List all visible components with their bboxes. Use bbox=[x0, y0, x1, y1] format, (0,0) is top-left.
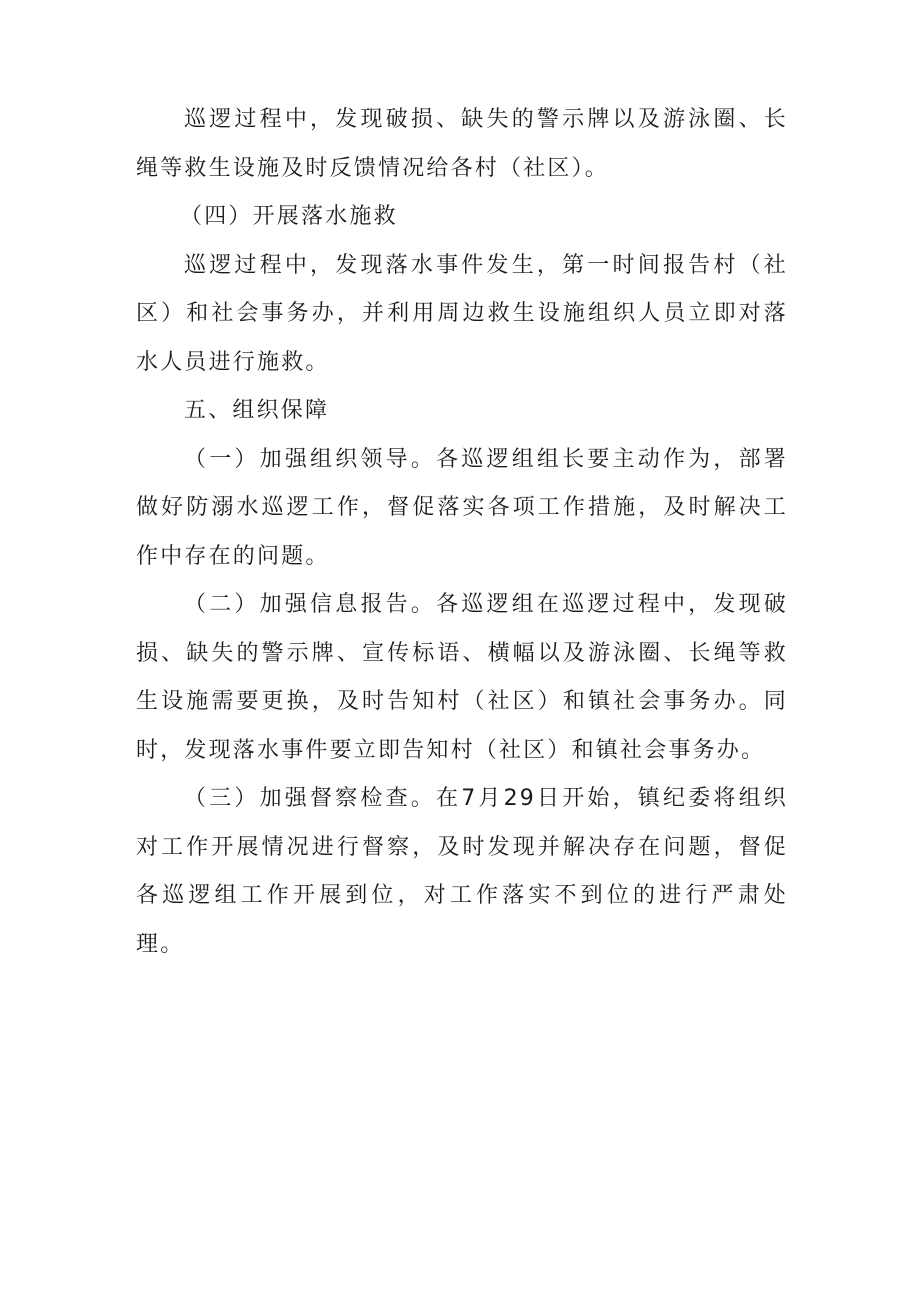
subheading-rescue: （四）开展落水施救 bbox=[180, 204, 398, 229]
paragraph-leadership: （一）加强组织领导。各巡逻组组长要主动作为，部署做好防溺水巡逻工作，督促落实各项工作措施，及时解决工作中存在的问题。 bbox=[136, 446, 788, 569]
document-body bbox=[136, 96, 788, 969]
paragraph-patrol-feedback: 巡逻过程中，发现破损、缺失的警示牌以及游泳圈、长绳等救生设施及时反馈情况给各村（社区）。 bbox=[136, 107, 788, 181]
paragraph-inspection: （三）加强督察检查。在7月29日开始，镇纪委将组织对工作开展情况进行督察，及时发现并解决存在问题，督促各巡逻组工作开展到位，对工作落实不到位的进行严肃处理。 bbox=[136, 786, 788, 957]
paragraph-reporting: （二）加强信息报告。各巡逻组在巡逻过程中，发现破损、缺失的警示牌、宣传标语、横幅以及游泳圈、长绳等救生设施需要更换，及时告知村（社区）和镇社会事务办。同时，发现落水事件要立即告知村（社区）和镇社会事务办。 bbox=[136, 592, 788, 763]
paragraph-rescue: 巡逻过程中，发现落水事件发生，第一时间报告村（社区）和社会事务办，并利用周边救生设施组织人员立即对落水人员进行施救。 bbox=[136, 252, 788, 375]
heading-organization: 五、组织保障 bbox=[184, 398, 330, 423]
